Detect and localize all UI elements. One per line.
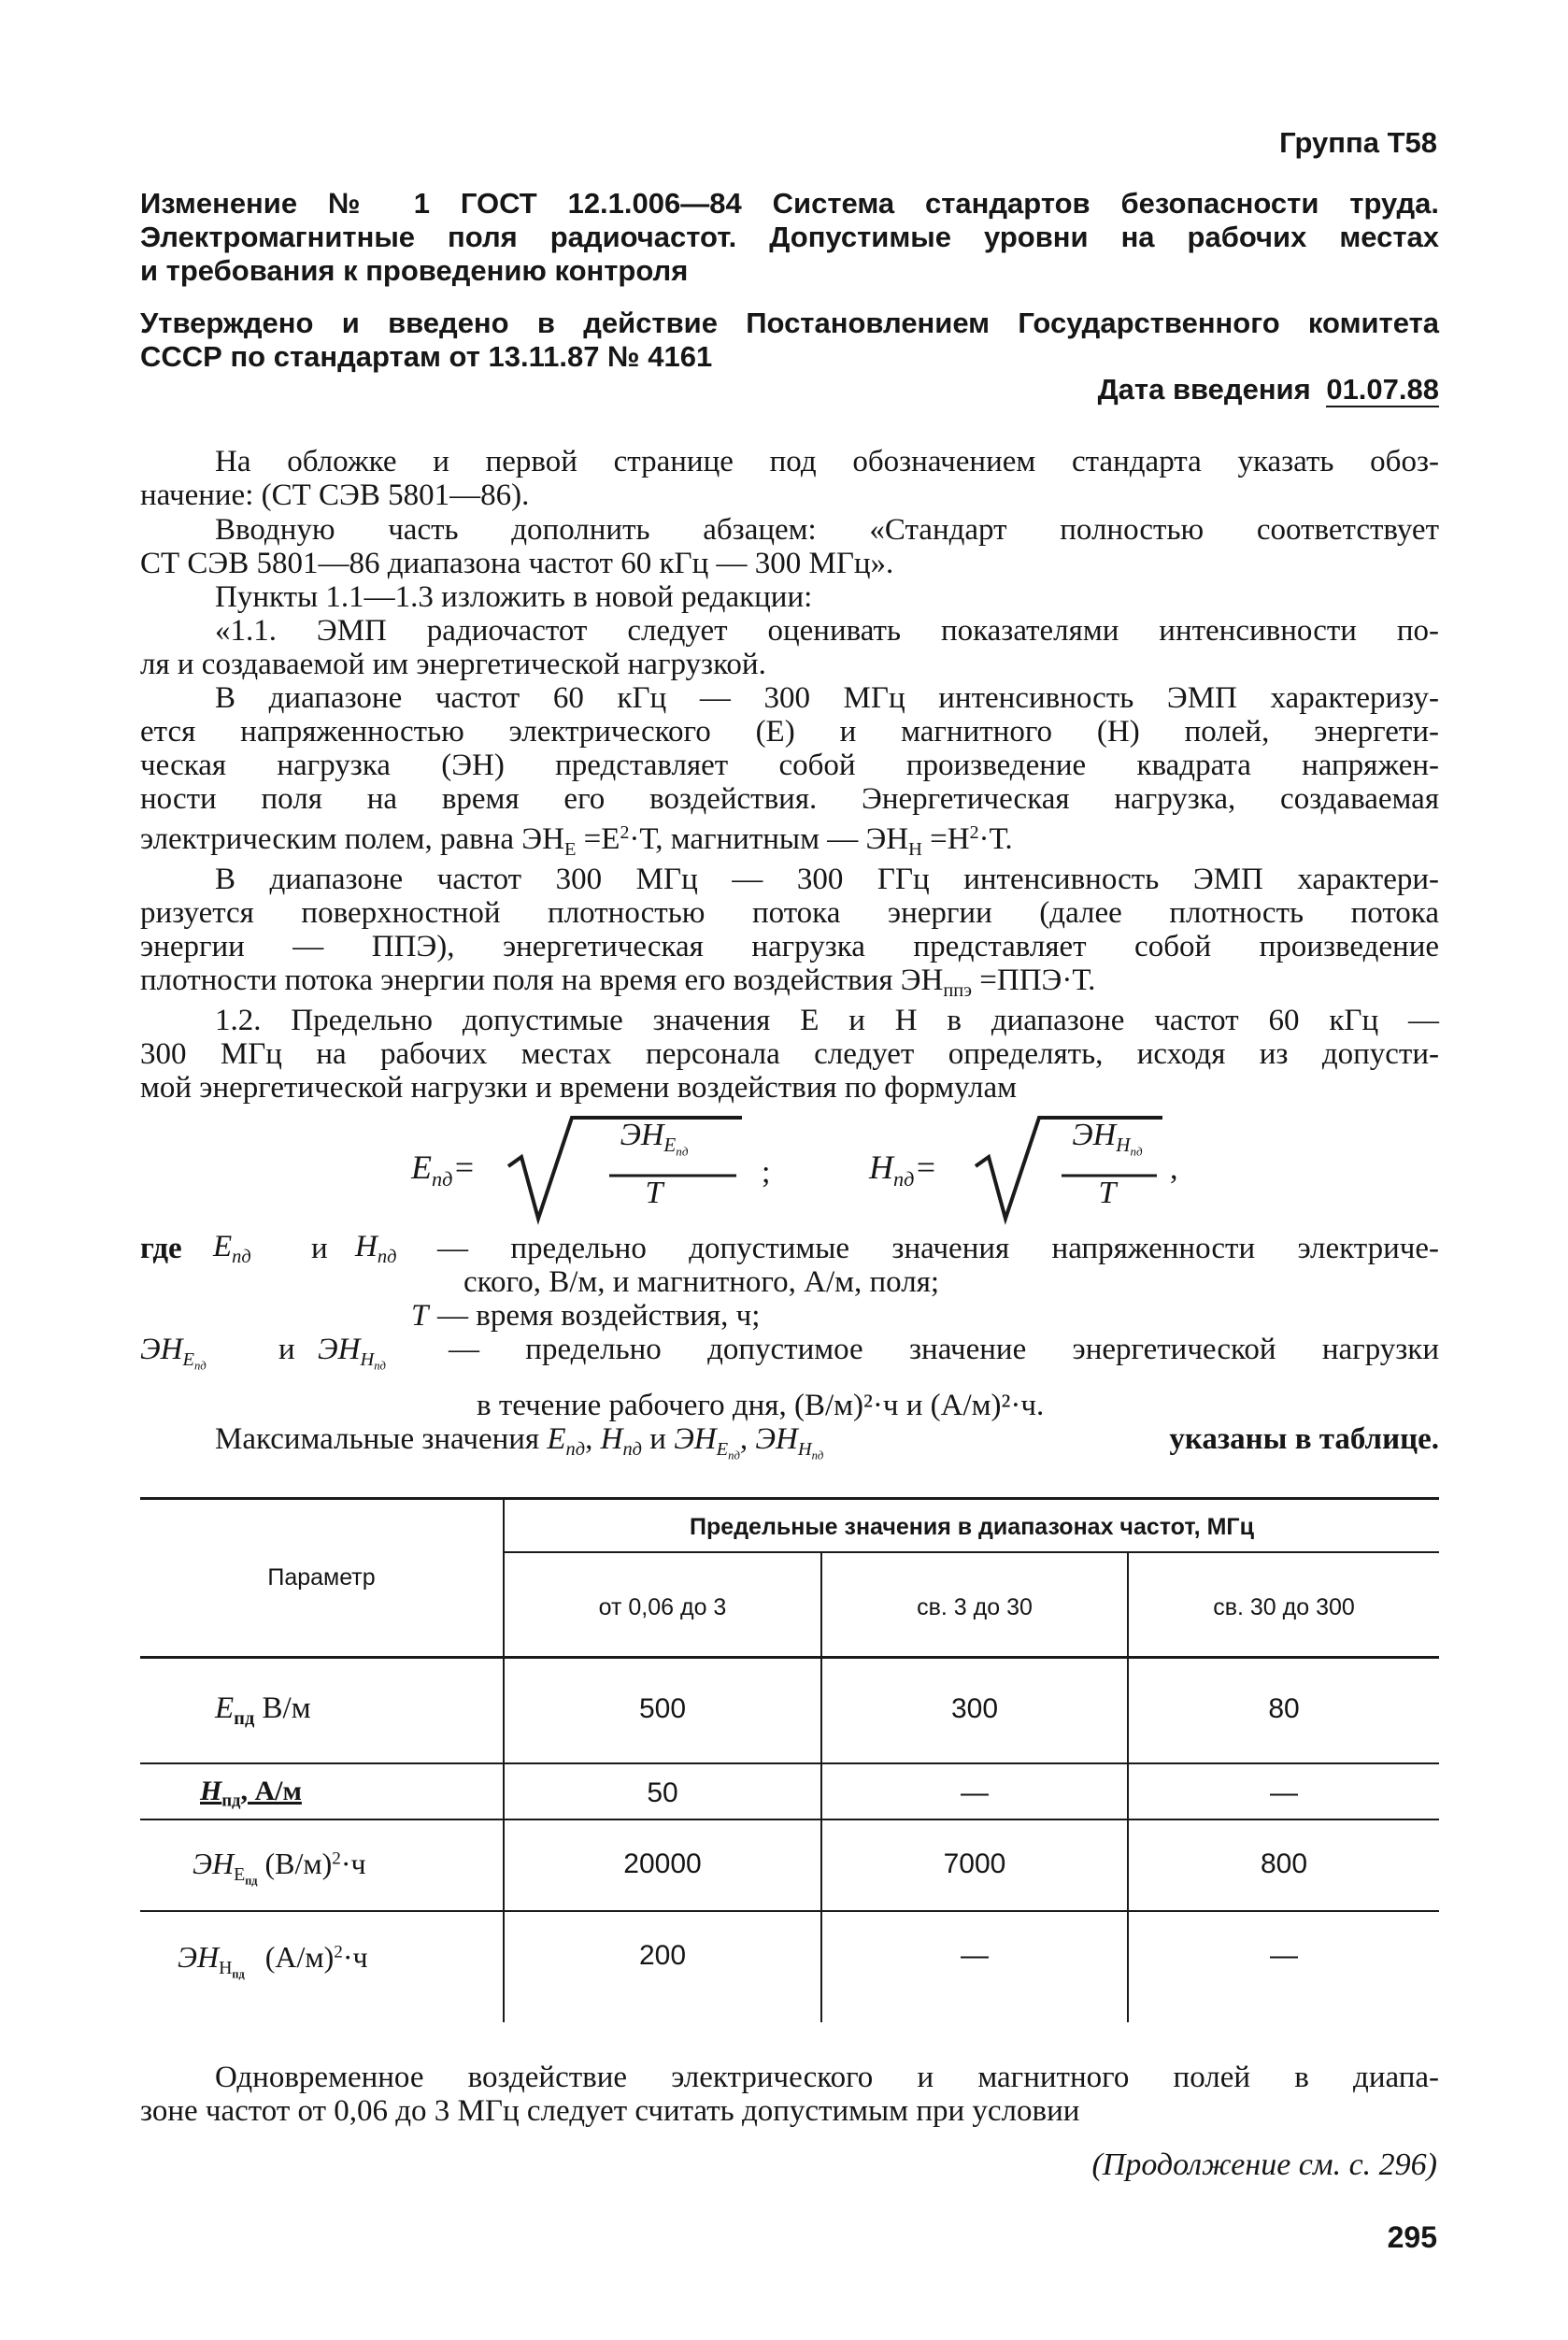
table-value: 50 bbox=[647, 1777, 678, 1808]
where-eh-h-symbol: $ЭН_{Н_{пд}}$ bbox=[318, 1333, 386, 1373]
effective-date bbox=[1098, 372, 1439, 407]
paragraph-5-line-1: В диапазоне частот 60 кГц — 300 МГц интенсивность ЭМП характеризу- bbox=[215, 681, 1439, 715]
final-paragraph-line-2: зоне частот от 0,06 до 3 МГц следует считать допустимым при условии bbox=[140, 2094, 1080, 2128]
amendment-title-line-1: Изменение № 1 ГОСТ 12.1.006—84 Система стандартов безопасности труда. bbox=[140, 187, 1439, 220]
table-param-eh-e: $ЭН_{Е_{пд}}$ $(В/м)^2\cdot ч$ bbox=[192, 1847, 366, 1888]
table-row-3-rule bbox=[140, 1910, 1439, 1912]
formula-e-numerator: $ЭН_{Е_{пд}}$ bbox=[620, 1118, 689, 1159]
where-line-4-text: — предельно допустимое значение энергетической нагрузки bbox=[449, 1333, 1439, 1366]
table-header-bottom-rule bbox=[140, 1656, 1439, 1659]
max-values-line: Максимальные значения $E_{пд}$, $H_{пд}$ и $ЭН_{Е_{пд}}$, $ЭН_{Н_{пд}}$ указаны в таблице. bbox=[215, 1422, 1439, 1462]
where-line-2-text: ского, В/м, и магнитного, А/м, поля; bbox=[463, 1265, 940, 1299]
table-value: 500 bbox=[638, 1693, 687, 1724]
table-header-range-2: св. 3 до 30 bbox=[917, 1594, 1033, 1620]
paragraph-2-line-2: СТ СЭВ 5801—86 диапазона частот 60 кГц — 300 МГц». bbox=[140, 547, 894, 580]
where-line-5-text: в течение рабочего дня, (В/м)²·ч и (А/м)²·ч. bbox=[477, 1389, 1045, 1422]
effective-date-value: 01.07.88 bbox=[1326, 373, 1439, 406]
where-h-symbol: $H_{пд}$ bbox=[355, 1230, 397, 1268]
where-t-symbol: T bbox=[411, 1299, 429, 1333]
approved-line-2: СССР по стандартам от 13.11.87 № 4161 bbox=[140, 340, 713, 373]
page-number: 295 bbox=[1387, 2220, 1437, 2254]
table-param-e: $E_{пд}$ В/м bbox=[215, 1691, 311, 1730]
paragraph-7-line-3: мой энергетической нагрузки и времени воздействия по формулам bbox=[140, 1071, 1018, 1105]
table-value: 800 bbox=[1260, 1848, 1308, 1879]
paragraph-5-line-5: электрическим полем, равна $ЭН_Е =Е^2\cdot Т$, магнитным — $ЭН_Н =Н^2\cdot Т$. bbox=[140, 821, 1013, 861]
table-header-parameter: Параметр bbox=[267, 1564, 376, 1591]
amendment-title-line-3: и требования к проведению контроля bbox=[140, 254, 689, 287]
table-row-1-rule bbox=[140, 1762, 1439, 1764]
table-value: — bbox=[1270, 1940, 1298, 1971]
paragraph-1-line-2: начение: (СТ СЭВ 5801—86). bbox=[140, 478, 530, 512]
formula-h-lhs: $H_{пд}=$ bbox=[869, 1149, 937, 1191]
paragraph-1-line-1: На обложке и первой странице под обозначением стандарта указать обоз- bbox=[215, 445, 1439, 478]
formula-h-numerator: $ЭН_{Н_{пд}}$ bbox=[1072, 1118, 1143, 1159]
formula-e-denominator: T bbox=[645, 1176, 663, 1210]
paragraph-5-line-4: ности поля на время его воздействия. Энергетическая нагрузка, создаваемая bbox=[140, 782, 1439, 816]
formula-e-lhs: $E_{пд}=$ bbox=[411, 1149, 476, 1191]
where-and-1: и bbox=[311, 1232, 328, 1265]
paragraph-6-line-1: В диапазоне частот 300 МГц — 300 ГГц интенсивность ЭМП характери- bbox=[215, 863, 1439, 896]
table-value: 80 bbox=[1268, 1693, 1300, 1724]
table-value: — bbox=[1270, 1777, 1298, 1808]
table-header-range-1: от 0,06 до 3 bbox=[598, 1594, 727, 1620]
where-eh-e-symbol: $ЭН_{Е_{пд}}$ bbox=[140, 1333, 207, 1373]
formula-h-denominator: T bbox=[1098, 1176, 1117, 1210]
paragraph-5-line-3: ческая нагрузка (ЭН) представляет собой произведение квадрата напряжен- bbox=[140, 749, 1439, 782]
table-group-rule bbox=[505, 1551, 1439, 1553]
table-value: — bbox=[961, 1777, 989, 1808]
paragraph-2-line-1: Вводную часть дополнить абзацем: «Стандарт полностью соответствует bbox=[215, 513, 1439, 547]
formula-separator: ; bbox=[762, 1155, 771, 1190]
table-param-eh-h: $ЭН_{Н_{пд}}$ $(А/м)^2\cdot ч$ bbox=[178, 1940, 368, 1981]
table-header-range-3: св. 30 до 300 bbox=[1213, 1594, 1355, 1620]
table-value: 300 bbox=[950, 1693, 999, 1724]
formula-tail: , bbox=[1170, 1151, 1178, 1186]
table-value: 200 bbox=[638, 1940, 687, 1971]
paragraph-7-line-1: 1.2. Предельно допустимые значения Е и Н в диапазоне частот 60 кГц — bbox=[215, 1004, 1439, 1037]
table-value: 7000 bbox=[943, 1848, 1006, 1879]
effective-date-label: Дата введения bbox=[1097, 373, 1311, 406]
paragraph-6-line-2: ризуется поверхностной плотностью потока энергии (далее плотность потока bbox=[140, 896, 1439, 930]
table-row-2-rule bbox=[140, 1819, 1439, 1820]
final-paragraph-line-1: Одновременное воздействие электрического и магнитного полей в диапа- bbox=[215, 2061, 1439, 2094]
where-and-2: и bbox=[278, 1333, 295, 1366]
table-param-h: $H_{пд}$, А/м bbox=[200, 1776, 302, 1811]
table-value: — bbox=[961, 1940, 989, 1971]
table-header-group: Предельные значения в диапазонах частот, МГц bbox=[690, 1514, 1254, 1540]
paragraph-3: Пункты 1.1—1.3 изложить в новой редакции: bbox=[215, 580, 813, 614]
paragraph-6-line-3: энергии — ППЭ), энергетическая нагрузка представляет собой произведение bbox=[140, 930, 1439, 963]
where-line-3-text: — время воздействия, ч; bbox=[437, 1299, 761, 1333]
paragraph-6-line-4: плотности потока энергии поля на время его воздействия $ЭН_{ппэ} =ППЭ\cdot Т$. bbox=[140, 963, 1096, 1002]
group-label: Группа Т58 bbox=[1279, 126, 1437, 159]
continuation-note: (Продолжение см. с. 296) bbox=[1091, 2147, 1437, 2182]
where-line-1-text: — предельно допустимые значения напряженности электриче- bbox=[437, 1232, 1439, 1265]
paragraph-4-line-2: ля и создаваемой им энергетической нагрузкой. bbox=[140, 648, 766, 681]
paragraph-7-line-2: 300 МГц на рабочих местах персонала следует определять, исходя из допусти- bbox=[140, 1037, 1439, 1071]
where-e-symbol: $E_{пд}$ bbox=[213, 1230, 251, 1268]
table-value: 20000 bbox=[623, 1848, 702, 1879]
where-lead: где bbox=[140, 1232, 182, 1265]
paragraph-4-line-1: «1.1. ЭМП радиочастот следует оценивать показателями интенсивности по- bbox=[215, 614, 1439, 648]
table-top-rule bbox=[140, 1497, 1439, 1500]
approved-line-1: Утверждено и введено в действие Постановлением Государственного комитета bbox=[140, 307, 1439, 339]
paragraph-5-line-2: ется напряженностью электрического (Е) и магнитного (Н) полей, энергети- bbox=[140, 715, 1439, 749]
amendment-title-line-2: Электромагнитные поля радиочастот. Допустимые уровни на рабочих местах bbox=[140, 221, 1439, 253]
